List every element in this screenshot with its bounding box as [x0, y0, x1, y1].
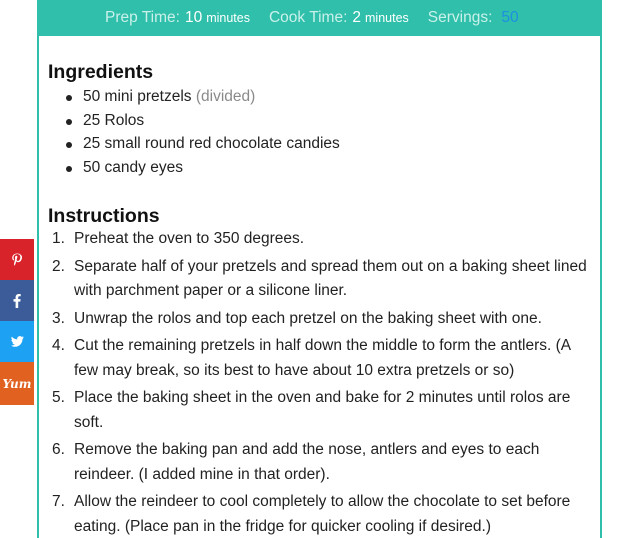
- step-number: 5.: [52, 389, 65, 406]
- ingredient-text: 50 mini pretzels: [83, 88, 192, 105]
- instructions-list: [48, 227, 593, 538]
- instruction-step: [52, 438, 593, 487]
- cook-time-unit: minutes: [365, 11, 409, 25]
- facebook-share-button[interactable]: [0, 280, 34, 321]
- prep-time-unit: minutes: [206, 11, 250, 25]
- instruction-step: [52, 490, 593, 538]
- instruction-step: [52, 227, 593, 252]
- step-number: 3.: [52, 309, 65, 327]
- recipe-content: [39, 36, 600, 538]
- ingredient-item: [66, 85, 600, 109]
- facebook-icon: [13, 294, 21, 308]
- instructions-title: Instructions: [48, 205, 160, 227]
- ingredient-note: (divided): [195, 88, 256, 105]
- step-text: Allow the reindeer to cool completely to allow the chocolate to set before eating. (Place pan in the fridge for quicker cooling if desired.): [74, 493, 571, 535]
- step-number: 1.: [52, 230, 65, 247]
- servings-adjust-link[interactable]: 50: [501, 9, 519, 26]
- instruction-step: [52, 255, 593, 304]
- ingredients-title: Ingredients: [48, 61, 154, 83]
- prep-time-label: Prep Time:: [105, 9, 180, 26]
- ingredient-item: [66, 132, 600, 156]
- cook-time-value: 2: [352, 9, 361, 26]
- servings: [428, 9, 519, 27]
- cook-time: [269, 9, 409, 27]
- ingredient-item: [66, 156, 600, 180]
- prep-time: [105, 9, 250, 27]
- step-number: 2.: [52, 257, 65, 275]
- pinterest-share-button[interactable]: [0, 239, 34, 280]
- twitter-icon: [11, 336, 24, 347]
- servings-label: Servings:: [427, 9, 493, 26]
- step-text: Place the baking sheet in the oven and bake for 2 minutes until rolos are soft.: [74, 389, 571, 431]
- pinterest-icon: [11, 253, 23, 267]
- recipe-card: [37, 0, 602, 538]
- social-share-bar: [0, 239, 34, 405]
- yummly-icon: Yum: [2, 376, 32, 391]
- instruction-step: [52, 334, 593, 383]
- step-text: Cut the remaining pretzels in half down the middle to form the antlers. (A few may break, so its best to have about 10 extra pretzels or so): [74, 337, 571, 379]
- instruction-step: [52, 307, 593, 332]
- step-text: Separate half of your pretzels and spread them out on a baking sheet lined with parchment paper or a silicone liner.: [74, 257, 587, 299]
- step-number: 4.: [52, 337, 65, 354]
- recipe-meta-bar: [39, 0, 600, 36]
- ingredient-text: 50 candy eyes: [83, 158, 183, 176]
- ingredients-list: [48, 85, 600, 179]
- step-number: 6.: [52, 441, 65, 458]
- prep-time-value: 10: [184, 9, 203, 26]
- instruction-step: [52, 386, 593, 435]
- twitter-share-button[interactable]: [0, 321, 34, 362]
- step-text: Remove the baking pan and add the nose, antlers and eyes to each reindeer. (I added mine in that order).: [74, 441, 540, 483]
- step-text: Unwrap the rolos and top each pretzel on the baking sheet with one.: [74, 309, 542, 327]
- yummly-share-button[interactable]: [0, 362, 34, 405]
- ingredient-item: [66, 109, 600, 133]
- ingredient-text: 25 small round red chocolate candies: [83, 135, 340, 152]
- cook-time-label: Cook Time:: [268, 9, 348, 26]
- step-text: Preheat the oven to 350 degrees.: [74, 230, 305, 247]
- ingredient-text: 25 Rolos: [83, 111, 145, 129]
- step-number: 7.: [52, 493, 65, 510]
